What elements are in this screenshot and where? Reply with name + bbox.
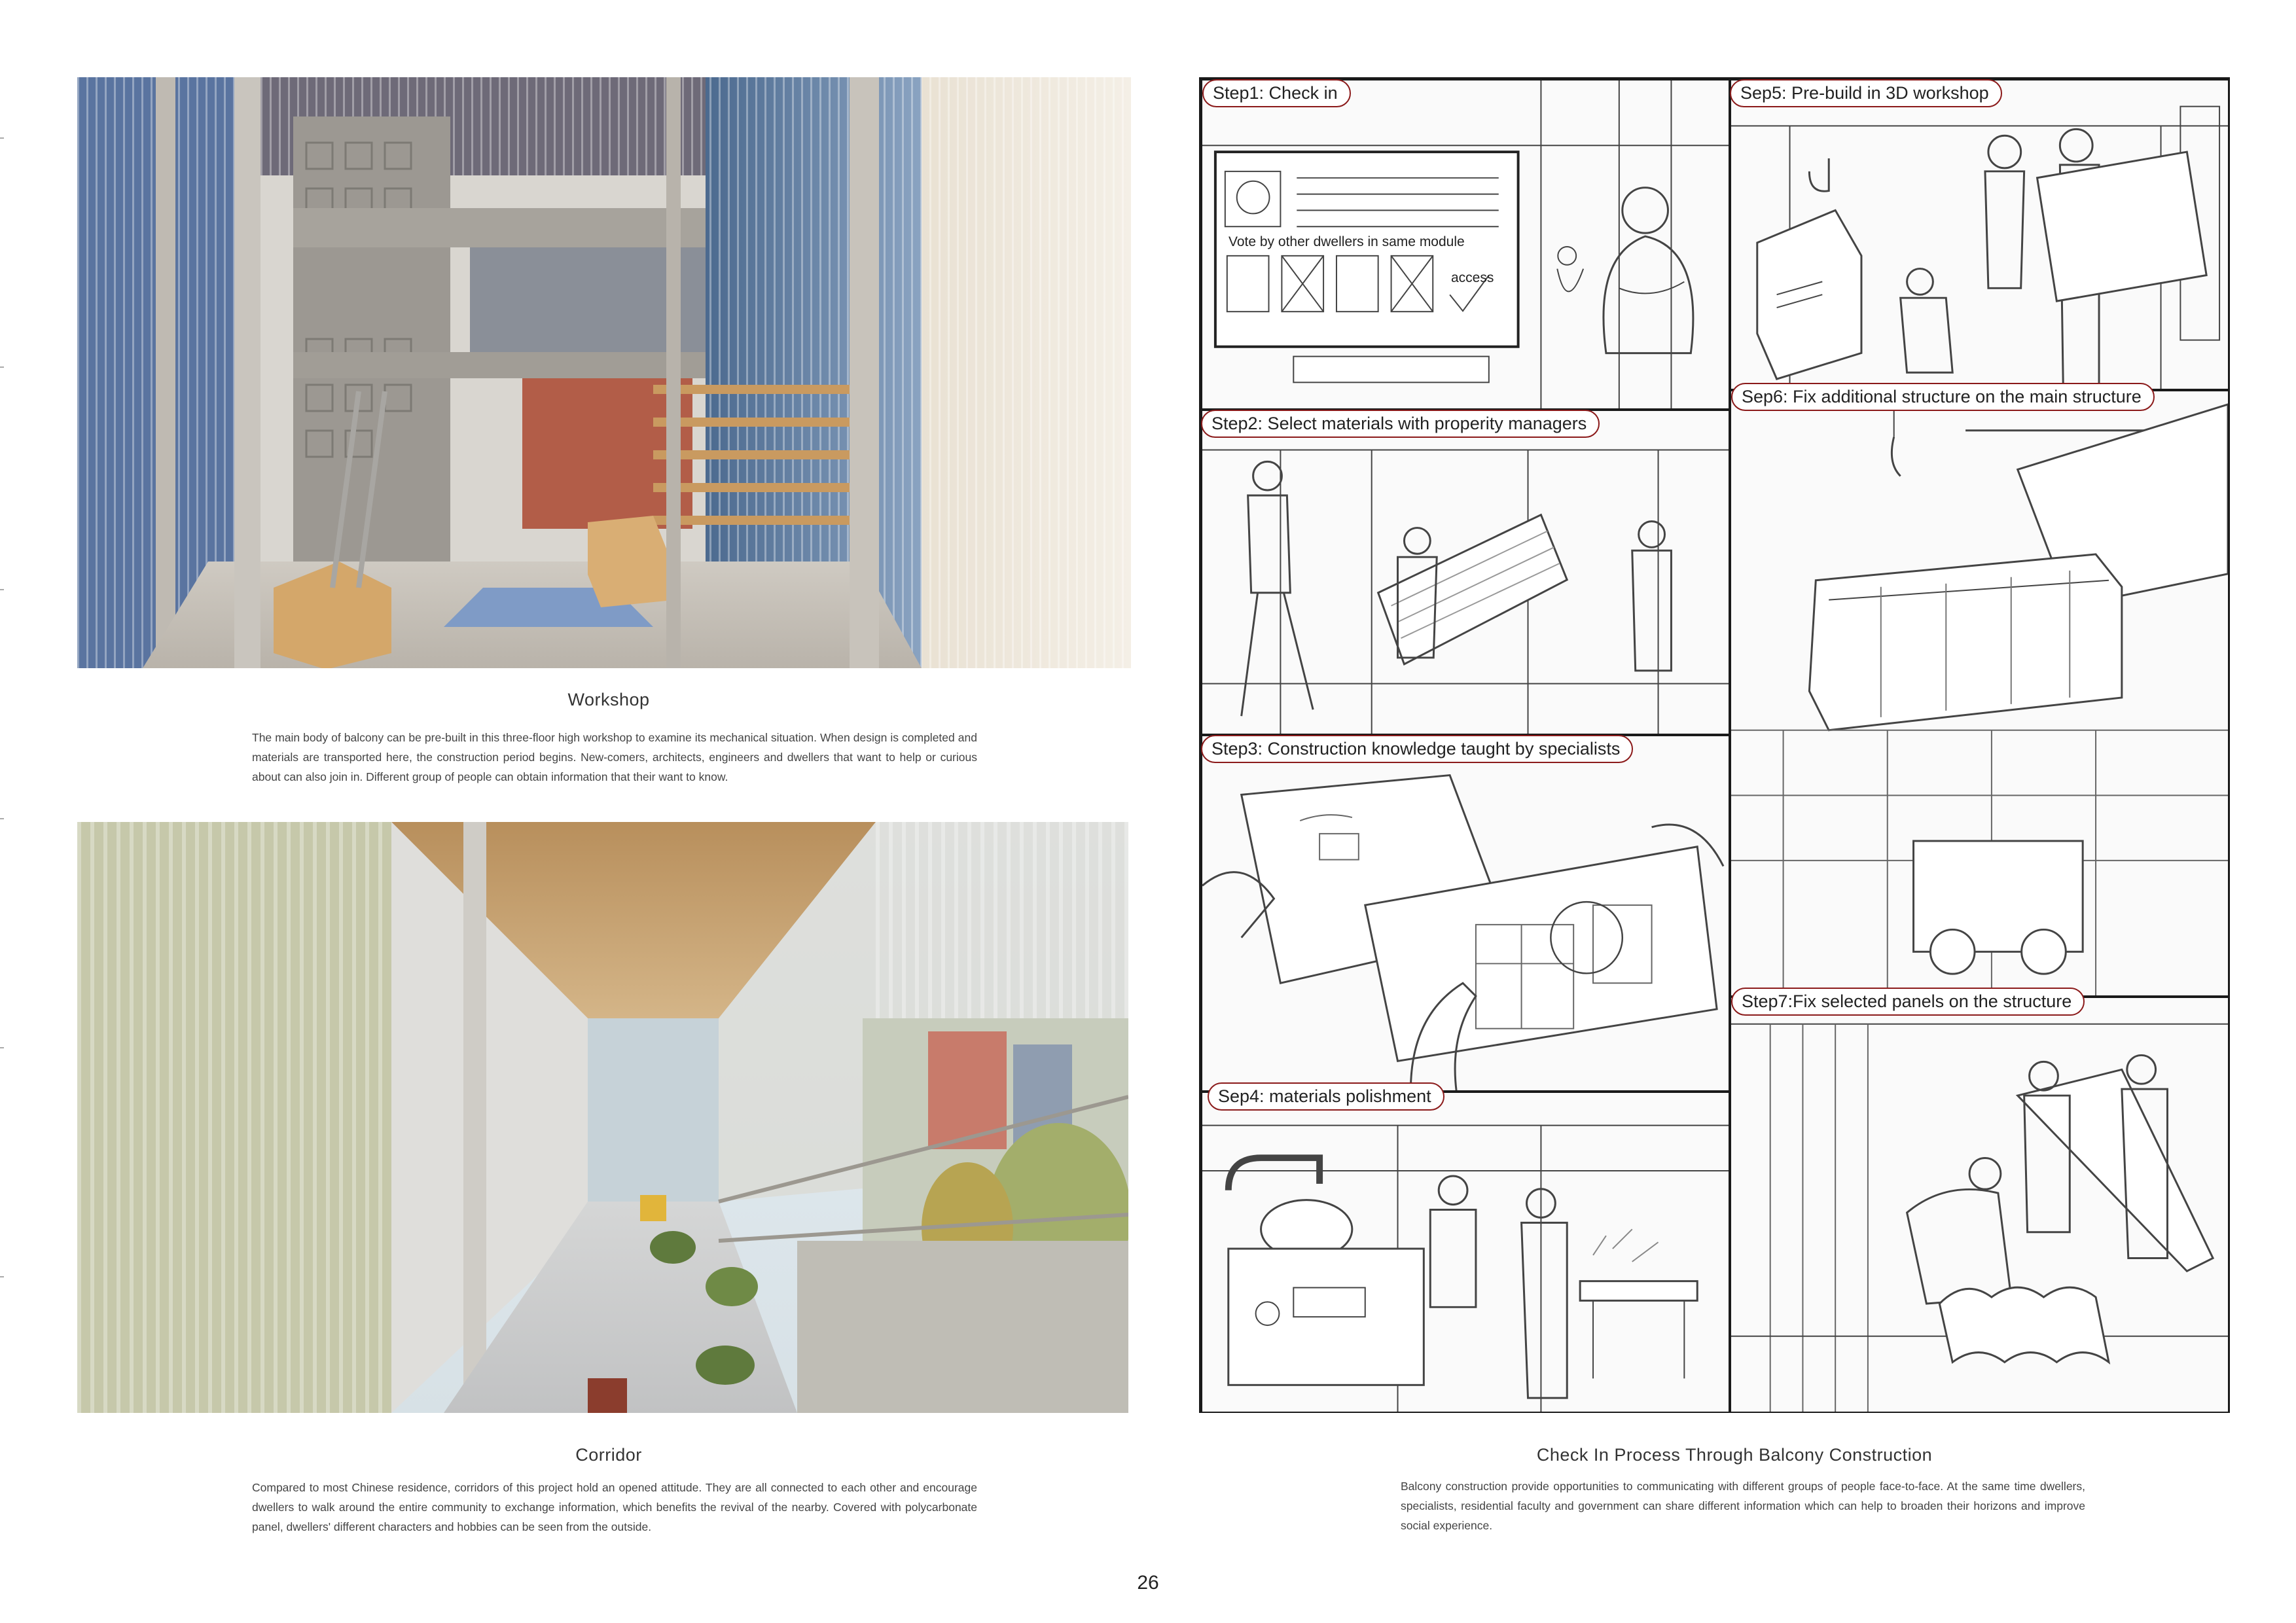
access-caption: access xyxy=(1451,270,1494,285)
edge-mark xyxy=(0,137,4,139)
panel-step1-check-in xyxy=(1201,79,1730,410)
panel-step5-prebuild xyxy=(1730,79,2229,390)
edge-mark xyxy=(0,1047,4,1048)
page-number: 26 xyxy=(1137,1572,1159,1594)
corridor-title: Corridor xyxy=(575,1445,642,1465)
comic-title: Check In Process Through Balcony Construction xyxy=(1536,1445,1933,1465)
step7-label: Step7:Fix selected panels on the structure xyxy=(1731,988,2085,1016)
step5-label: Sep5: Pre-build in 3D workshop xyxy=(1730,79,2002,107)
vote-caption: Vote by other dwellers in same module xyxy=(1229,234,1465,249)
corridor-render-image xyxy=(77,822,1128,1413)
panel-step2-select-materials xyxy=(1201,410,1730,735)
edge-mark xyxy=(0,818,4,819)
step4-label: Sep4: materials polishment xyxy=(1208,1082,1444,1111)
panel-step4-polishment xyxy=(1201,1092,1730,1413)
comic-description: Balcony construction provide opportunities to communicating with different groups of people face-to-face. At the same time dwellers, specialists, residential faculty and government can share different information which can help to broaden their horizons and improve social experience. xyxy=(1401,1480,2085,1532)
edge-mark xyxy=(0,1276,4,1277)
panel-step3-knowledge xyxy=(1201,735,1730,1092)
workshop-description: The main body of balcony can be pre-built in this three-floor high workshop to examine its mechanical situation. When design is completed and materials are transported here, the construction period begins. New-comers, architects, engineers and dwellers that want to help or curious about can also join in. Different group of people can obtain information that their want to know. xyxy=(252,731,977,783)
workshop-render-image xyxy=(77,77,1131,668)
step1-label: Step1: Check in xyxy=(1202,79,1351,107)
edge-mark xyxy=(0,366,4,368)
panel-step7-fix-panels xyxy=(1730,997,2229,1413)
edge-mark xyxy=(0,589,4,590)
step2-label: Step2: Select materials with properity managers xyxy=(1201,410,1600,438)
comic-storyboard xyxy=(1199,77,2230,1413)
corridor-description: Compared to most Chinese residence, corridors of this project hold an opened attitude. They are all connected to each other and encourage dwellers to walk around the entire community to exchange information, which benefits the revival of the nearby. Covered with polycarbonate panel, dwellers' different characters and hobbies can be seen from the outside. xyxy=(252,1481,977,1533)
step6-label: Sep6: Fix additional structure on the main structure xyxy=(1731,383,2155,411)
step3-label: Step3: Construction knowledge taught by specialists xyxy=(1201,735,1633,763)
workshop-title: Workshop xyxy=(567,690,650,709)
panel-step6-fix-structure xyxy=(1730,390,2229,997)
